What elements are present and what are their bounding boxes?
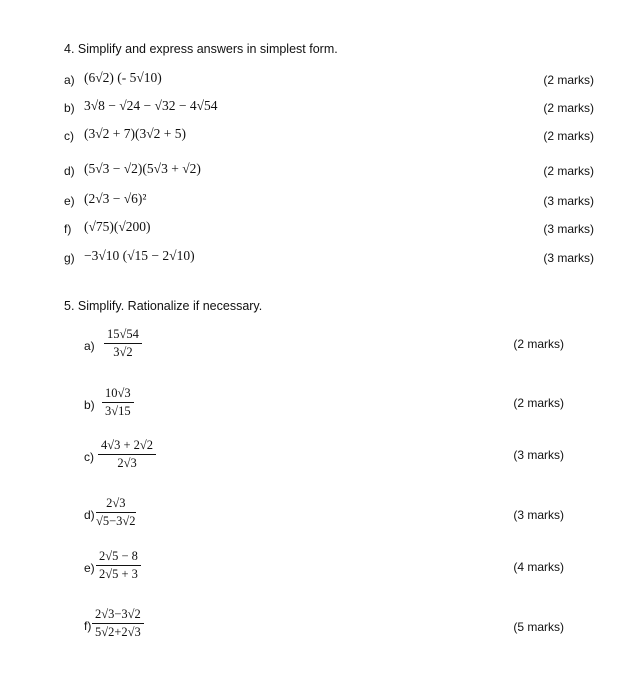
item-marks: (2 marks) bbox=[513, 396, 564, 410]
q5-item-a bbox=[84, 327, 564, 367]
fraction-numerator: 10√3 bbox=[102, 386, 134, 403]
item-marks: (3 marks) bbox=[543, 194, 594, 208]
item-marks: (4 marks) bbox=[513, 560, 564, 574]
item-expression: 3√8 − √24 − √32 − 4√54 bbox=[84, 98, 218, 113]
item-marks: (3 marks) bbox=[543, 251, 594, 265]
item-marks: (2 marks) bbox=[543, 73, 594, 87]
fraction-denominator: 5√2+2√3 bbox=[95, 625, 141, 639]
fraction-denominator: 2√3 bbox=[117, 456, 137, 470]
q5-item-f bbox=[84, 607, 564, 647]
item-expression: (√75)(√200) bbox=[84, 219, 151, 234]
item-expression: −3√10 (√15 − 2√10) bbox=[84, 248, 195, 263]
item-label: g) bbox=[64, 251, 75, 265]
q5-item-e bbox=[84, 549, 564, 589]
item-label: f) bbox=[84, 619, 92, 633]
q4-item-e bbox=[64, 191, 594, 213]
item-label: a) bbox=[84, 339, 95, 353]
fraction bbox=[102, 386, 134, 419]
q5-item-d bbox=[84, 496, 564, 536]
fraction-numerator: 2√3 bbox=[96, 496, 136, 513]
item-marks: (2 marks) bbox=[543, 101, 594, 115]
item-label: e) bbox=[64, 194, 75, 208]
fraction-numerator: 4√3 + 2√2 bbox=[98, 438, 156, 455]
item-label: c) bbox=[84, 450, 94, 464]
fraction bbox=[92, 607, 144, 640]
item-marks: (3 marks) bbox=[543, 222, 594, 236]
fraction-denominator: √5−3√2 bbox=[96, 514, 136, 528]
item-marks: (5 marks) bbox=[513, 620, 564, 634]
item-marks: (2 marks) bbox=[543, 164, 594, 178]
q4-item-b bbox=[64, 98, 594, 120]
fraction bbox=[104, 327, 142, 360]
item-expression: (2√3 − √6)² bbox=[84, 191, 147, 206]
q4-item-g bbox=[64, 248, 594, 270]
fraction-denominator: 3√2 bbox=[113, 345, 133, 359]
item-label: d) bbox=[84, 508, 95, 522]
item-marks: (2 marks) bbox=[543, 129, 594, 143]
q4-item-c bbox=[64, 126, 594, 148]
fraction-denominator: 3√15 bbox=[105, 404, 131, 418]
fraction bbox=[98, 438, 156, 471]
q5-item-b bbox=[84, 386, 564, 426]
item-label: d) bbox=[64, 164, 75, 178]
q5-item-c bbox=[84, 438, 564, 478]
fraction-numerator: 15√54 bbox=[104, 327, 142, 344]
fraction bbox=[96, 549, 141, 582]
item-expression: (5√3 − √2)(5√3 + √2) bbox=[84, 161, 201, 176]
question-4-heading: 4. Simplify and express answers in simplest form. bbox=[64, 42, 338, 56]
fraction-denominator: 2√5 + 3 bbox=[99, 567, 138, 581]
item-label: b) bbox=[64, 101, 75, 115]
fraction-numerator: 2√3−3√2 bbox=[92, 607, 144, 624]
item-label: e) bbox=[84, 561, 95, 575]
item-marks: (3 marks) bbox=[513, 508, 564, 522]
item-label: c) bbox=[64, 129, 74, 143]
fraction-numerator: 2√5 − 8 bbox=[96, 549, 141, 566]
fraction bbox=[96, 496, 136, 529]
item-marks: (3 marks) bbox=[513, 448, 564, 462]
item-label: b) bbox=[84, 398, 95, 412]
item-label: a) bbox=[64, 73, 75, 87]
item-expression: (6√2) (- 5√10) bbox=[84, 70, 162, 85]
q4-item-f bbox=[64, 219, 594, 241]
item-label: f) bbox=[64, 222, 72, 236]
item-expression: (3√2 + 7)(3√2 + 5) bbox=[84, 126, 187, 141]
q4-item-d bbox=[64, 161, 594, 183]
item-marks: (2 marks) bbox=[513, 337, 564, 351]
q4-item-a bbox=[64, 70, 594, 92]
question-5-heading: 5. Simplify. Rationalize if necessary. bbox=[64, 299, 263, 313]
